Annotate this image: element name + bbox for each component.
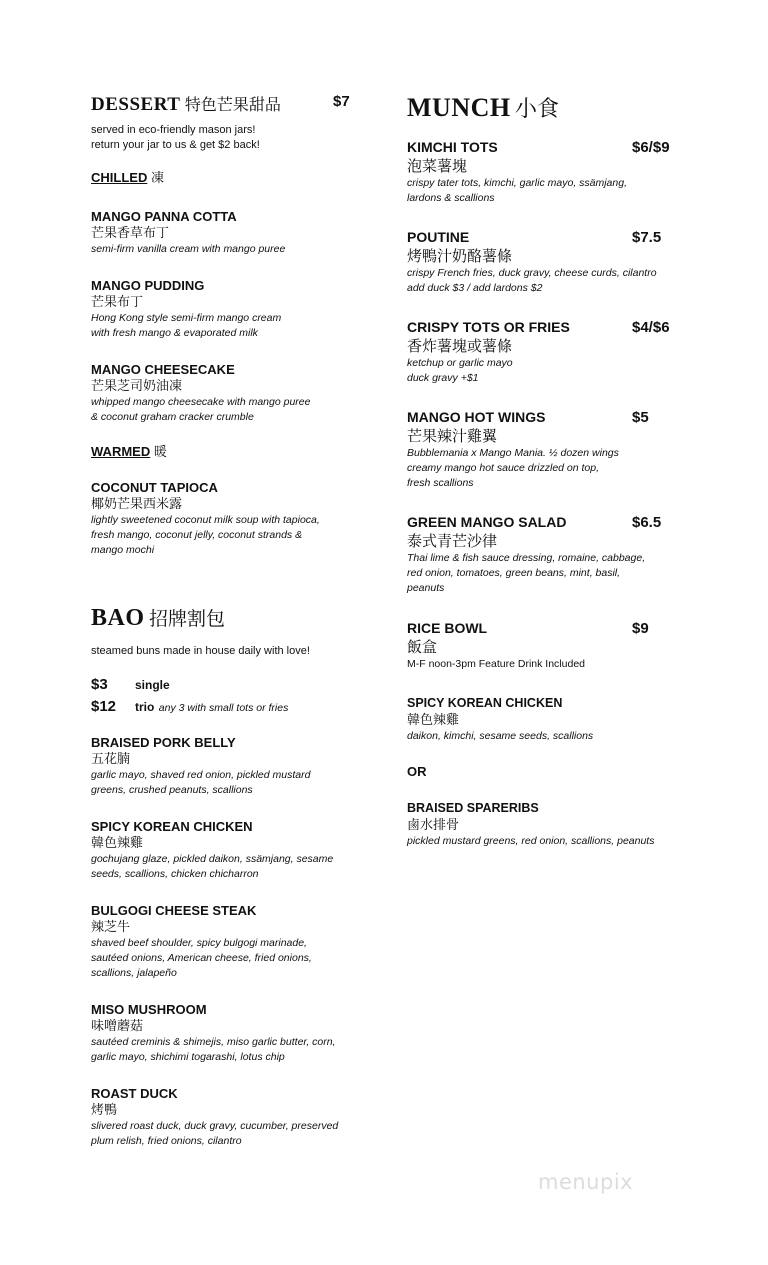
item-name-zh: 芒果芝司奶油凍 — [91, 379, 183, 394]
bao-intro: steamed buns made in house daily with love! — [91, 645, 310, 657]
item-name-zh: 烤鴨 — [91, 1103, 118, 1118]
item-desc: duck gravy +$1 — [407, 372, 479, 384]
item-price: $9 — [632, 620, 649, 637]
item-desc: garlic mayo, shichimi togarashi, lotus chip — [91, 1051, 285, 1063]
bao-title: BAO — [91, 605, 145, 631]
menupix-watermark: menupix — [538, 1170, 634, 1194]
item-desc: creamy mango hot sauce drizzled on top, — [407, 462, 600, 474]
item-desc: Hong Kong style semi-firm mango cream — [91, 312, 282, 324]
item-name: BRAISED PORK BELLY — [91, 735, 236, 750]
item-desc: lightly sweetened coconut milk soup with tapioca, — [91, 514, 320, 526]
item-name: MANGO PANNA COTTA — [91, 209, 237, 224]
or-label: OR — [407, 764, 427, 779]
item-name-zh: 飯盒 — [407, 638, 438, 656]
item-price: $6/$9 — [632, 139, 670, 156]
munch-title-zh: 小食 — [515, 97, 560, 122]
item-desc: add duck $3 / add lardons $2 — [407, 282, 543, 294]
bao-title-zh: 招牌割包 — [148, 608, 225, 630]
item-name: CRISPY TOTS OR FRIES — [407, 319, 570, 335]
item-name-zh: 芒果布丁 — [91, 295, 144, 310]
munch-item — [407, 319, 697, 386]
item-name-zh: 韓色辣雞 — [407, 713, 460, 728]
bao-price-trio — [91, 698, 288, 716]
item-desc: shaved beef shoulder, spicy bulgogi marinade, — [91, 937, 307, 949]
item-desc: crispy French fries, duck gravy, cheese curds, cilantro — [407, 267, 657, 279]
item-price: $7.5 — [632, 229, 662, 246]
dessert-item — [91, 479, 371, 558]
dessert-item — [91, 277, 371, 341]
bao-price-value: $12 — [91, 698, 117, 715]
bao-heading — [91, 604, 225, 632]
item-desc: lardons & scallions — [407, 192, 495, 204]
item-name: ROAST DUCK — [91, 1086, 178, 1101]
item-name: KIMCHI TOTS — [407, 139, 498, 155]
chilled-subheading — [91, 170, 164, 187]
rice-bowl-option — [407, 800, 697, 849]
item-name-zh: 泡菜薯塊 — [407, 157, 468, 175]
item-desc: pickled mustard greens, red onion, scallions, peanuts — [407, 835, 655, 847]
item-name-zh: 香炸薯塊或薯條 — [407, 337, 513, 355]
rice-bowl-item — [407, 620, 697, 672]
item-desc: slivered roast duck, duck gravy, cucumber, preserved — [91, 1120, 339, 1132]
rice-bowl-note: M-F noon-3pm Feature Drink Included — [407, 658, 585, 670]
item-name-zh: 泰式青芒沙律 — [407, 532, 498, 550]
item-price: $6.5 — [632, 514, 662, 531]
bao-item — [91, 818, 371, 882]
munch-item — [407, 139, 697, 206]
item-name: SPICY KOREAN CHICKEN — [91, 819, 253, 834]
munch-item — [407, 409, 697, 491]
bao-price-label: trio — [135, 700, 155, 714]
bao-price-single — [91, 676, 170, 694]
item-name-zh: 芒果香草布丁 — [91, 226, 170, 241]
munch-item — [407, 514, 697, 596]
bao-item — [91, 734, 371, 798]
item-name: GREEN MANGO SALAD — [407, 514, 567, 530]
item-desc: fresh mango, coconut jelly, coconut strands & — [91, 529, 303, 541]
chilled-label-zh: 凍 — [150, 171, 164, 186]
item-desc: Bubblemania x Mango Mania. ½ dozen wings — [407, 447, 619, 459]
bao-item — [91, 1001, 371, 1065]
item-desc: daikon, kimchi, sesame seeds, scallions — [407, 730, 594, 742]
item-name-zh: 五花腩 — [91, 752, 131, 767]
bao-price-note: any 3 with small tots or fries — [158, 702, 289, 714]
warmed-label: WARMED — [91, 444, 151, 459]
rice-bowl-option — [407, 695, 697, 744]
item-name: BRAISED SPARERIBS — [407, 801, 539, 815]
dessert-item — [91, 208, 371, 257]
bao-item — [91, 902, 371, 981]
item-desc: peanuts — [407, 582, 445, 594]
dessert-title: DESSERT — [91, 94, 181, 115]
dessert-title-zh: 特色芒果甜品 — [184, 95, 281, 114]
item-desc: semi-firm vanilla cream with mango puree — [91, 243, 286, 255]
item-desc: crispy tater tots, kimchi, garlic mayo, ssämjang, — [407, 177, 627, 189]
item-name-zh: 韓色辣雞 — [91, 836, 144, 851]
dessert-heading — [91, 92, 281, 116]
item-name: MANGO HOT WINGS — [407, 409, 546, 425]
warmed-label-zh: 暖 — [153, 445, 167, 460]
item-desc: whipped mango cheesecake with mango puree — [91, 396, 311, 408]
item-name: MANGO PUDDING — [91, 278, 205, 293]
item-desc: garlic mayo, shaved red onion, pickled mustard — [91, 769, 311, 781]
bao-price-value: $3 — [91, 676, 108, 693]
item-desc: seeds, scallions, chicken chicharron — [91, 868, 259, 880]
item-name: COCONUT TAPIOCA — [91, 480, 218, 495]
item-name-zh: 椰奶芒果西米露 — [91, 497, 183, 512]
item-desc: scallions, jalapeño — [91, 967, 177, 979]
item-name-zh: 味噌蘑菇 — [91, 1019, 144, 1034]
item-desc: gochujang glaze, pickled daikon, ssämjang, sesame — [91, 853, 334, 865]
item-desc: ketchup or garlic mayo — [407, 357, 513, 369]
munch-heading — [407, 92, 559, 123]
item-desc: mango mochi — [91, 544, 155, 556]
dessert-intro-line: served in eco-friendly mason jars! — [91, 124, 256, 136]
munch-title: MUNCH — [407, 93, 511, 122]
munch-item — [407, 229, 697, 296]
dessert-intro — [91, 123, 260, 153]
dessert-intro-line: return your jar to us & get $2 back! — [91, 139, 260, 151]
item-desc: sautéed onions, American cheese, fried onions, — [91, 952, 312, 964]
bao-price-label: single — [135, 678, 170, 692]
item-name-zh: 鹵水排骨 — [407, 818, 460, 833]
item-name: MISO MUSHROOM — [91, 1002, 207, 1017]
item-name-zh: 芒果辣汁雞翼 — [407, 427, 498, 445]
item-name: POUTINE — [407, 229, 470, 245]
bao-item — [91, 1085, 371, 1149]
dessert-item — [91, 361, 371, 425]
item-desc: Thai lime & fish sauce dressing, romaine, cabbage, — [407, 552, 646, 564]
item-desc: greens, crushed peanuts, scallions — [91, 784, 253, 796]
item-price: $5 — [632, 409, 649, 426]
item-name-zh: 烤鴨汁奶酪薯條 — [407, 247, 513, 265]
chilled-label: CHILLED — [91, 170, 148, 185]
item-desc: plum relish, fried onions, cilantro — [91, 1135, 242, 1147]
dessert-price: $7 — [333, 93, 350, 110]
item-desc: fresh scallions — [407, 477, 474, 489]
item-desc: & coconut graham cracker crumble — [91, 411, 254, 423]
item-name: BULGOGI CHEESE STEAK — [91, 903, 257, 918]
item-desc: red onion, tomatoes, green beans, mint, basil, — [407, 567, 621, 579]
item-name: RICE BOWL — [407, 620, 488, 636]
item-price: $4/$6 — [632, 319, 670, 336]
warmed-subheading — [91, 444, 167, 461]
item-name-zh: 辣芝牛 — [91, 920, 131, 935]
item-name: SPICY KOREAN CHICKEN — [407, 696, 563, 710]
item-desc: sautéed creminis & shimejis, miso garlic butter, corn, — [91, 1036, 336, 1048]
item-desc: with fresh mango & evaporated milk — [91, 327, 258, 339]
item-name: MANGO CHEESECAKE — [91, 362, 235, 377]
